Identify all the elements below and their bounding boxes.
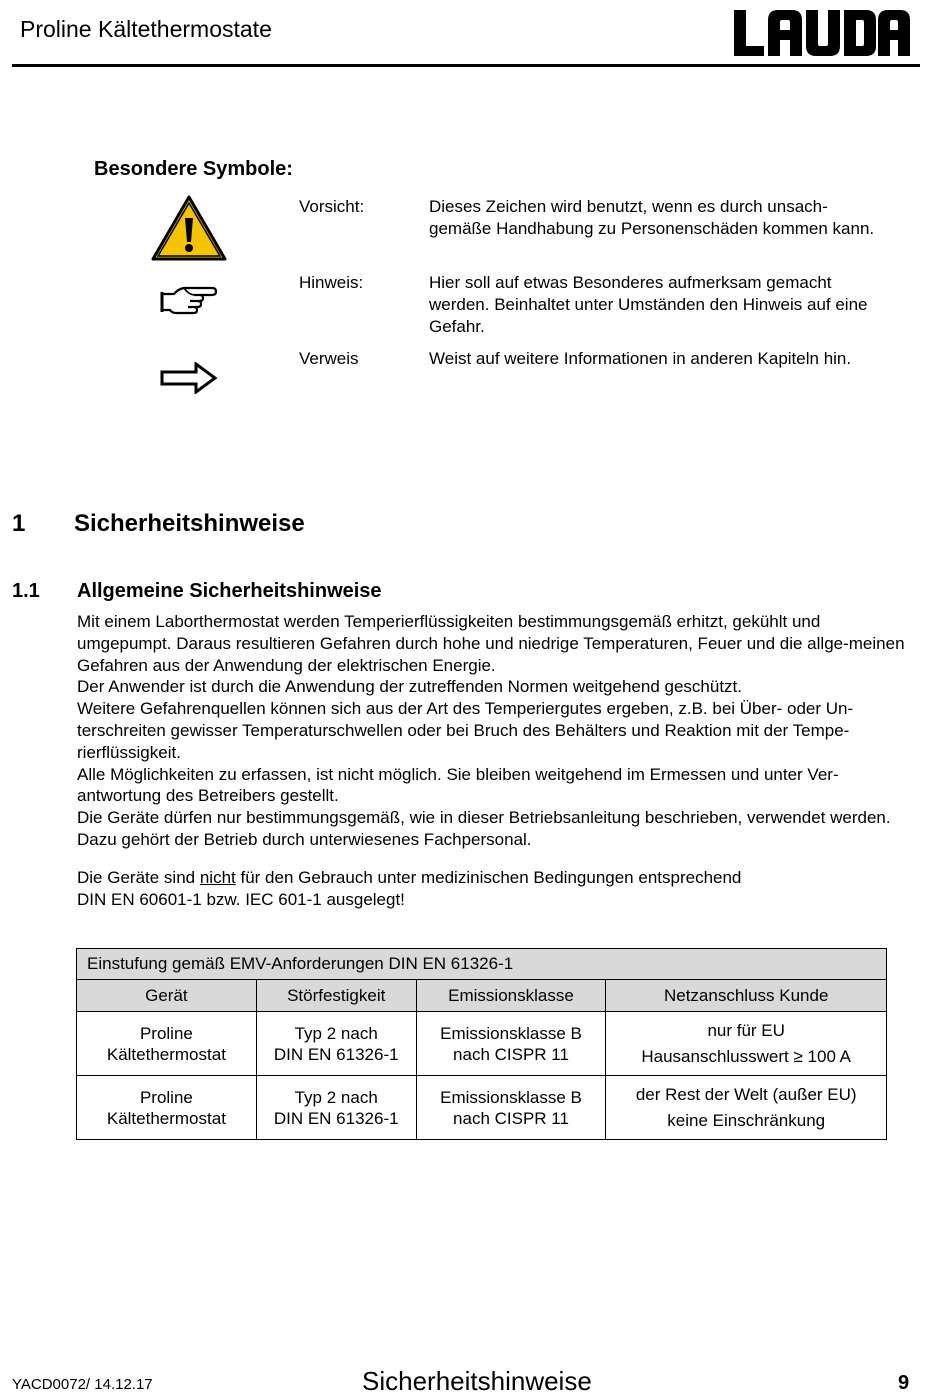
emv-classification-table bbox=[76, 948, 887, 1140]
column-header-emission: Emissionsklasse bbox=[416, 980, 606, 1012]
body-paragraph: Alle Möglichkeiten zu erfassen, ist nicht möglich. Sie bleiben weitgehend im Ermessen und unter Ver-antwortung des Betreibers gestellt. bbox=[77, 764, 839, 806]
body-paragraph: Mit einem Laborthermostat werden Temperierflüssigkeiten bestimmungsgemäß erhitzt, gekühlt und umgepumpt. Daraus resultieren Gefahren durch hohe und niedrige Temperaturen, Feuer und die allge-meinen Gefahren aus der Anwendung der elektrischen Energie. bbox=[77, 612, 905, 675]
symbol-term-caution: Vorsicht: bbox=[299, 197, 365, 216]
cell-connection: der Rest der Welt (außer EU) keine Einschränkung bbox=[606, 1076, 887, 1140]
cell-emission: Emissionsklasse B nach CISPR 11 bbox=[416, 1076, 606, 1140]
section-title: Sicherheitshinweise bbox=[74, 510, 305, 537]
symbols-heading: Besondere Symbole: bbox=[94, 158, 293, 180]
symbol-term-note: Hinweis: bbox=[299, 273, 364, 292]
table-caption: Einstufung gemäß EMV-Anforderungen DIN EN 61326-1 bbox=[77, 949, 887, 980]
document-header-title: Proline Kältethermostate bbox=[20, 16, 272, 42]
cell-immunity: Typ 2 nach DIN EN 61326-1 bbox=[256, 1012, 416, 1076]
cell-connection: nur für EU Hausanschlusswert ≥ 100 A bbox=[606, 1012, 887, 1076]
outline-arrow-icon bbox=[160, 362, 218, 399]
column-header-device: Gerät bbox=[77, 980, 257, 1012]
cell-device: Proline Kältethermostat bbox=[77, 1012, 257, 1076]
section-number: 1 bbox=[12, 510, 26, 537]
body-paragraph: Die Geräte dürfen nur bestimmungsgemäß, wie in dieser Betriebsanleitung beschrieben, verwendet werden. Dazu gehört der Betrieb durch unterwiesenes Fachpersonal. bbox=[77, 808, 891, 849]
symbol-term-reference: Verweis bbox=[299, 349, 359, 368]
note-prefix: Die Geräte sind bbox=[77, 868, 200, 887]
symbol-description-reference: Weist auf weitere Informationen in anderen Kapiteln hin. bbox=[429, 349, 852, 368]
header-divider bbox=[12, 64, 920, 67]
symbol-description-note: Hier soll auf etwas Besonderes aufmerksam gemacht werden. Beinhaltet unter Umständen den Hinweis auf eine Gefahr. bbox=[429, 273, 868, 336]
body-paragraph: Weitere Gefahrenquellen können sich aus der Art des Temperiergutes ergeben, z.B. bei Über- oder Un-terschreiten gewisser Temperaturschwellen oder bei Bruch des Behälters und Reaktion mit der Tempe-rierflüssigkeit. bbox=[77, 699, 854, 762]
symbol-description-caution: Dieses Zeichen wird benutzt, wenn es durch unsach-gemäße Handhabung zu Personenschäden kommen kann. bbox=[429, 197, 875, 238]
note-suffix: für den Gebrauch unter medizinischen Bedingungen entsprechend bbox=[235, 868, 742, 887]
subsection-heading bbox=[12, 580, 382, 603]
note-emphasis: nicht bbox=[199, 868, 236, 887]
note-line-2: DIN EN 60601-1 bzw. IEC 601-1 ausgelegt! bbox=[77, 889, 405, 909]
footer-section-name: Sicherheitshinweise bbox=[362, 1366, 592, 1396]
cell-emission: Emissionsklasse B nach CISPR 11 bbox=[416, 1012, 606, 1076]
lauda-logo bbox=[732, 8, 912, 63]
pointing-hand-icon bbox=[160, 284, 218, 321]
column-header-connection: Netzanschluss Kunde bbox=[606, 980, 887, 1012]
cell-device: Proline Kältethermostat bbox=[77, 1076, 257, 1140]
section-heading bbox=[12, 510, 305, 538]
table-row bbox=[77, 1076, 887, 1140]
table-row bbox=[77, 1012, 887, 1076]
footer-page-number: 9 bbox=[898, 1372, 910, 1394]
column-header-immunity: Störfestigkeit bbox=[256, 980, 416, 1012]
subsection-number: 1.1 bbox=[12, 580, 40, 602]
cell-immunity: Typ 2 nach DIN EN 61326-1 bbox=[256, 1076, 416, 1140]
footer-document-code: YACD0072/ 14.12.17 bbox=[12, 1376, 153, 1393]
medical-use-note bbox=[77, 867, 907, 911]
body-paragraph: Der Anwender ist durch die Anwendung der zutreffenden Normen weitgehend geschützt. bbox=[77, 677, 742, 697]
warning-triangle-icon bbox=[150, 194, 228, 267]
body-text bbox=[77, 611, 907, 851]
subsection-title: Allgemeine Sicherheitshinweise bbox=[77, 580, 382, 602]
